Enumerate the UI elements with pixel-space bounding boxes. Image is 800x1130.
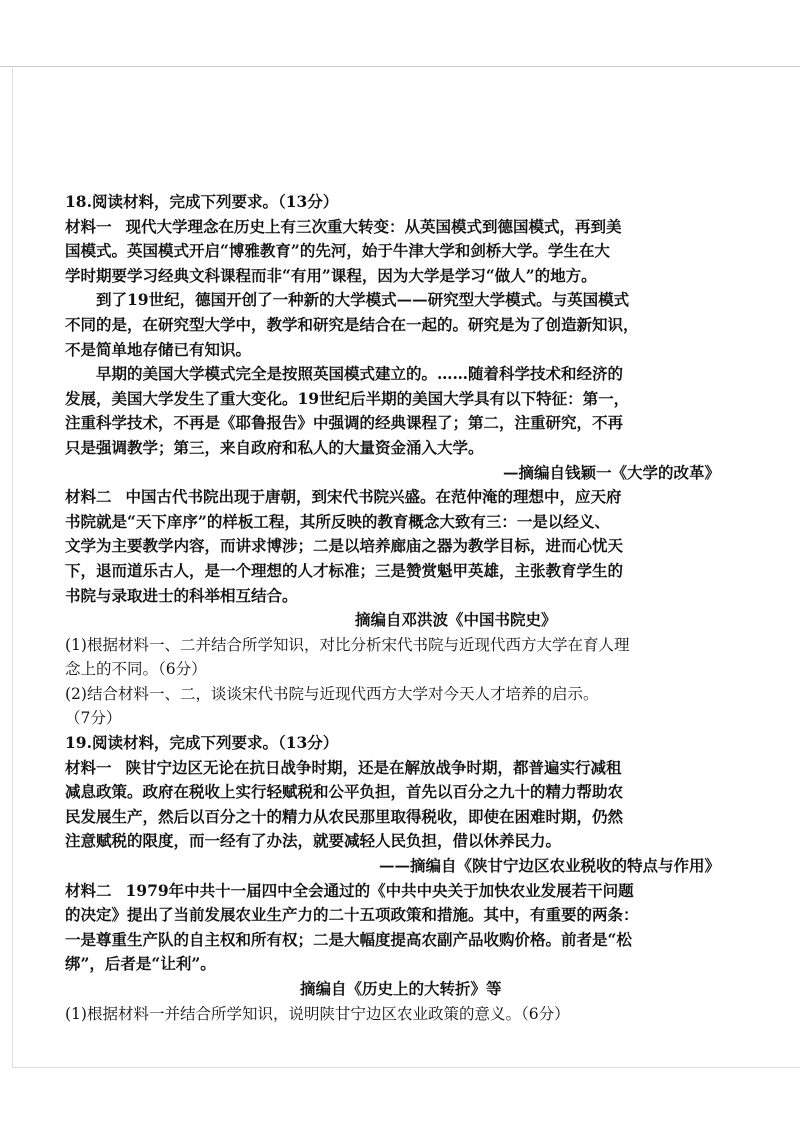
q18-subquestion-2: （7分）	[65, 709, 122, 728]
q18-material1-line: 国模式。英国模式开启“博雅教育”的先河，始于牛津大学和剑桥大学。学生在大	[65, 241, 610, 261]
q18-material1-line: 注重科学技术，不再是《耶鲁报告》中强调的经典课程了；第二，注重研究，不再	[65, 413, 624, 433]
q19-material1-line: 注意赋税的限度，而一经有了办法，就要减轻人民负担，借以休养民力。	[65, 831, 562, 851]
q18-material2-line: 材料二 中国古代书院出现于唐朝，到宋代书院兴盛。在范仲淹的理想中，应天府	[65, 487, 622, 507]
q19-material2-line: 的决定》提出了当前发展农业生产力的二十五项政策和措施。其中，有重要的两条：	[65, 905, 639, 925]
q19-material2-label: 材料二	[65, 880, 112, 900]
q18-material1-line: 早期的美国大学模式完全是按照英国模式建立的。……随着科学技术和经济的	[96, 364, 624, 384]
page-bottom-border	[12, 1067, 800, 1068]
q19-material2-line: 材料二 1979年中共十一届四中全会通过的《中共中央关于加快农业发展若干问题	[65, 880, 634, 900]
q19-material1-line: 材料一 陕甘宁边区无论在抗日战争时期，还是在解放战争时期，都普遍实行减租	[65, 757, 622, 777]
q18-material2-line: 书院与录取进士的科举相互结合。	[65, 585, 298, 605]
q18-material1-label: 材料一	[65, 216, 112, 236]
q19-material1-line: 减息政策。政府在税收上实行轻赋税和公平负担，首先以百分之九十的精力帮助农	[65, 782, 624, 802]
page-left-border	[12, 66, 13, 1068]
q19-material2-line: 绑”，后者是“让利”。	[65, 954, 216, 974]
page-top-border	[0, 66, 800, 67]
q18-subquestion-1: 念上的不同。（6分）	[65, 660, 207, 679]
q18-material2-label: 材料二	[65, 487, 112, 507]
q18-material1-line: 材料一 现代大学理念在历史上有三次重大转变：从英国模式到德国模式，再到美	[65, 216, 622, 236]
q18-material2-line: 文学为主要教学内容，而讲求博涉；二是以培养廊庙之器为教学目标，进而心忧天	[65, 536, 624, 556]
q19-material2-source: 摘编自《历史上的大转折》等	[300, 979, 502, 998]
q19-subquestion-1: (1)根据材料一并结合所学知识，说明陕甘宁边区农业政策的意义。（6分）	[65, 1004, 570, 1023]
exam-page	[65, 190, 740, 1026]
q19-material2-line: 一是尊重生产队的自主权和所有权；二是大幅度提高农副产品收购价格。前者是“松	[65, 929, 632, 949]
q18-subquestion-2: (2)结合材料一、二，谈谈宋代书院与近现代西方大学对今天人才培养的启示。	[65, 684, 599, 703]
q18-material1-line: 发展，美国大学发生了重大变化。19世纪后半期的美国大学具有以下特征：第一，	[65, 388, 630, 408]
q18-subquestion-1: (1)根据材料一、二并结合所学知识，对比分析宋代书院与近现代西方大学在育人理	[65, 635, 630, 654]
q18-material1-line: 学时期要学习经典文科课程而非“有用”课程，因为大学是学习“做人”的地方。	[65, 265, 597, 285]
q18-material2-line: 下，退而道乐古人，是一个理想的人才标准；三是赞赏魁甲英雄，主张教育学生的	[65, 560, 624, 580]
q18-material1-line: 不是简单地存储已有知识。	[65, 339, 252, 359]
q18-material2-line: 书院就是“天下庠序”的样板工程，其所反映的教育概念大致有三：一是以经义、	[65, 511, 610, 531]
q18-material1-line: 只是强调教学；第三，来自政府和私人的大量资金涌入大学。	[65, 437, 484, 457]
q18-material1-source: —摘编自钱颖一《大学的改革》	[502, 462, 720, 482]
q19-material1-line: 民发展生产，然后以百分之十的精力从农民那里取得税收，即使在困难时期，仍然	[65, 806, 624, 826]
q19-material1-source: ——摘编自《陕甘宁边区农业税收的特点与作用》	[378, 856, 720, 876]
q18-material2-source: 摘编自邓洪波《中国书院史》	[355, 610, 557, 630]
q18-material1-line: 不同的是，在研究型大学中，教学和研究是结合在一起的。研究是为了创造新知识，	[65, 314, 639, 334]
q18-material1-line: 到了19世纪，德国开创了一种新的大学模式——研究型大学模式。与英国模式	[96, 290, 630, 310]
q18-title: 18.阅读材料，完成下列要求。（13分）	[65, 192, 339, 211]
q19-title: 19.阅读材料，完成下列要求。（13分）	[65, 733, 339, 753]
q19-material1-label: 材料一	[65, 757, 112, 777]
